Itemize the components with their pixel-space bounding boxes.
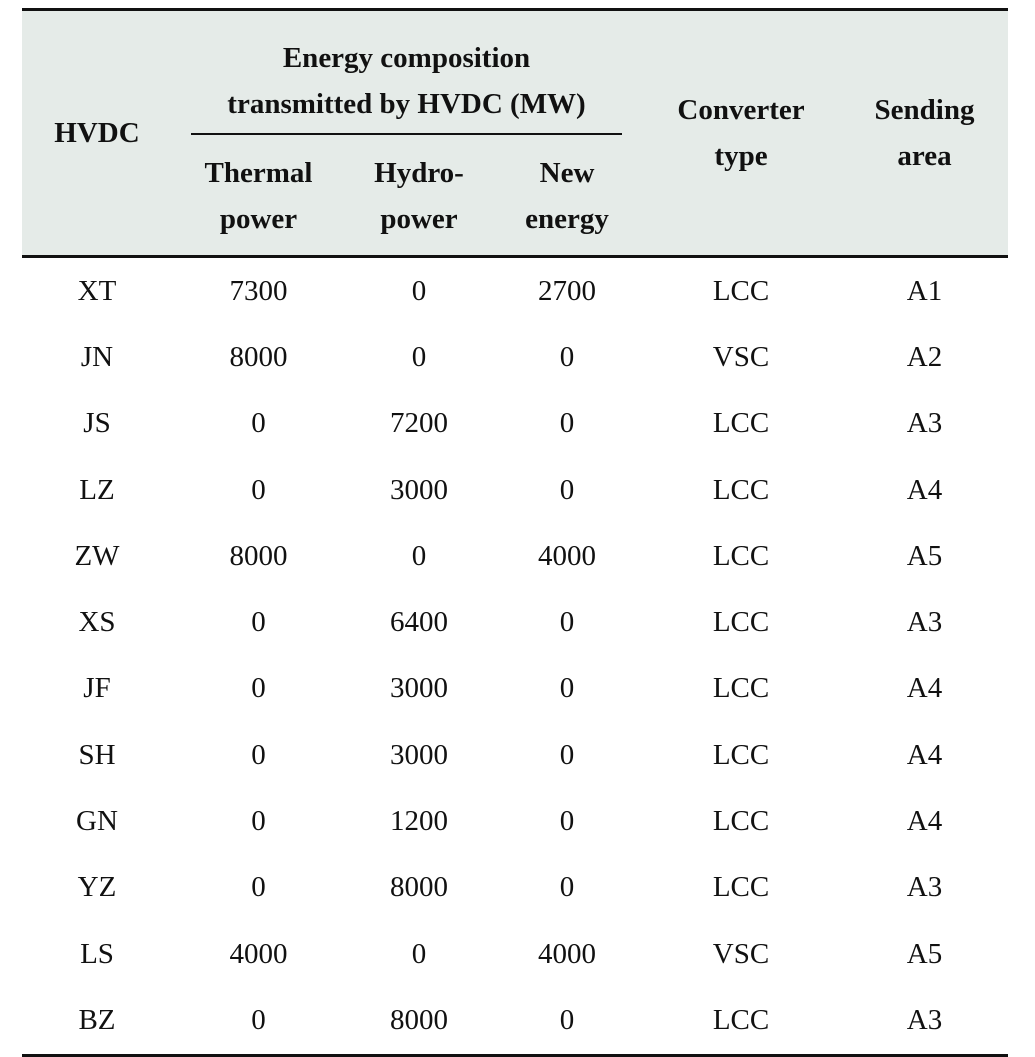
table-row bbox=[22, 523, 1008, 589]
cell-converter-type: LCC bbox=[712, 606, 770, 639]
cell-thermal-power: 0 bbox=[251, 473, 266, 506]
cell-new-energy: 4000 bbox=[538, 937, 596, 970]
table-row bbox=[22, 788, 1008, 854]
table-row bbox=[22, 656, 1008, 722]
cell-thermal-power: 0 bbox=[251, 805, 266, 838]
cell-hydro-power: 6400 bbox=[390, 606, 448, 639]
cell-sending-area: A3 bbox=[906, 407, 943, 440]
table-row bbox=[22, 921, 1008, 987]
cell-new-energy: 0 bbox=[559, 407, 575, 440]
cell-converter-type: VSC bbox=[712, 340, 770, 373]
table-row bbox=[22, 855, 1008, 921]
cell-converter-type: LCC bbox=[712, 473, 770, 506]
cell-hvdc: LZ bbox=[79, 473, 115, 506]
header-converter-type: Converter type bbox=[641, 10, 841, 257]
cell-hydro-power: 3000 bbox=[390, 473, 448, 506]
table-row bbox=[22, 589, 1008, 655]
cell-sending-area: A4 bbox=[906, 805, 943, 838]
cell-hvdc: JF bbox=[83, 672, 111, 705]
cell-thermal-power: 8000 bbox=[229, 539, 288, 572]
cell-thermal-power: 0 bbox=[172, 987, 345, 1055]
table-row bbox=[22, 257, 1008, 325]
cell-thermal-power: 0 bbox=[251, 672, 266, 705]
cell-thermal-power: 0 bbox=[251, 738, 266, 771]
cell-sending-area: A5 bbox=[906, 539, 943, 572]
header-energy-composition: Energy composition transmitted by HVDC (MW) bbox=[172, 10, 641, 136]
cell-hydro-power: 1200 bbox=[390, 805, 448, 838]
cell-hydro-power: 0 bbox=[411, 274, 427, 307]
cell-converter-type: VSC bbox=[712, 937, 770, 970]
cell-thermal-power: 0 bbox=[251, 871, 266, 904]
cell-new-energy: 0 bbox=[493, 987, 641, 1055]
header-hydro-power: Hydro- power bbox=[345, 135, 493, 257]
cell-new-energy: 0 bbox=[559, 672, 575, 705]
cell-converter-type: LCC bbox=[641, 987, 841, 1055]
cell-hydro-power: 0 bbox=[411, 340, 427, 373]
cell-converter-type: LCC bbox=[712, 672, 770, 705]
cell-hvdc: LS bbox=[80, 937, 114, 970]
table-row bbox=[22, 457, 1008, 523]
cell-hvdc: BZ bbox=[22, 987, 172, 1055]
cell-hvdc: ZW bbox=[74, 539, 120, 572]
cell-new-energy: 0 bbox=[559, 606, 575, 639]
cell-hvdc: JS bbox=[83, 407, 111, 440]
cell-hydro-power: 0 bbox=[411, 937, 427, 970]
table-row bbox=[22, 987, 1008, 1055]
cell-hydro-power: 8000 bbox=[345, 987, 493, 1055]
cell-hvdc: YZ bbox=[77, 871, 117, 904]
cell-hvdc: XS bbox=[78, 606, 116, 639]
cell-thermal-power: 4000 bbox=[229, 937, 288, 970]
cell-hvdc: GN bbox=[76, 805, 118, 838]
hvdc-energy-table bbox=[22, 8, 1008, 1057]
cell-sending-area: A3 bbox=[841, 987, 1008, 1055]
cell-hydro-power: 0 bbox=[411, 539, 427, 572]
cell-converter-type: LCC bbox=[712, 539, 770, 572]
cell-new-energy: 4000 bbox=[538, 539, 596, 572]
cell-hvdc: XT bbox=[77, 274, 117, 307]
cell-hvdc: SH bbox=[78, 738, 116, 771]
cell-hydro-power: 3000 bbox=[390, 672, 448, 705]
cell-sending-area: A4 bbox=[906, 672, 943, 705]
cell-converter-type: LCC bbox=[712, 407, 770, 440]
cell-hvdc: JN bbox=[80, 340, 114, 373]
header-sending-area: Sending area bbox=[841, 10, 1008, 257]
hvdc-table-container bbox=[22, 8, 1008, 1057]
cell-converter-type: LCC bbox=[712, 871, 770, 904]
header-new-energy: New energy bbox=[493, 135, 641, 257]
cell-sending-area: A4 bbox=[906, 473, 943, 506]
table-row bbox=[22, 391, 1008, 457]
group-underline bbox=[191, 133, 623, 135]
table-row bbox=[22, 722, 1008, 788]
cell-sending-area: A2 bbox=[906, 340, 943, 373]
table-row bbox=[22, 324, 1008, 390]
cell-converter-type: LCC bbox=[712, 738, 770, 771]
cell-sending-area: A1 bbox=[906, 274, 943, 307]
cell-thermal-power: 0 bbox=[251, 606, 266, 639]
cell-converter-type: LCC bbox=[712, 274, 770, 307]
cell-new-energy: 0 bbox=[559, 340, 575, 373]
cell-new-energy: 0 bbox=[559, 805, 575, 838]
cell-sending-area: A4 bbox=[906, 738, 943, 771]
cell-converter-type: LCC bbox=[712, 805, 770, 838]
header-thermal-power: Thermal power bbox=[172, 135, 345, 257]
cell-hydro-power: 7200 bbox=[390, 407, 448, 440]
cell-sending-area: A3 bbox=[906, 606, 943, 639]
cell-thermal-power: 7300 bbox=[229, 274, 288, 307]
cell-new-energy: 0 bbox=[559, 871, 575, 904]
header-hvdc: HVDC bbox=[22, 10, 172, 257]
table-header bbox=[22, 10, 1008, 257]
cell-hydro-power: 3000 bbox=[390, 738, 448, 771]
cell-sending-area: A5 bbox=[906, 937, 943, 970]
table-body bbox=[22, 257, 1008, 1056]
cell-new-energy: 0 bbox=[559, 473, 575, 506]
cell-thermal-power: 8000 bbox=[229, 340, 288, 373]
cell-new-energy: 0 bbox=[559, 738, 575, 771]
cell-thermal-power: 0 bbox=[251, 407, 266, 440]
cell-sending-area: A3 bbox=[906, 871, 943, 904]
cell-new-energy: 2700 bbox=[538, 274, 596, 307]
cell-hydro-power: 8000 bbox=[390, 871, 448, 904]
